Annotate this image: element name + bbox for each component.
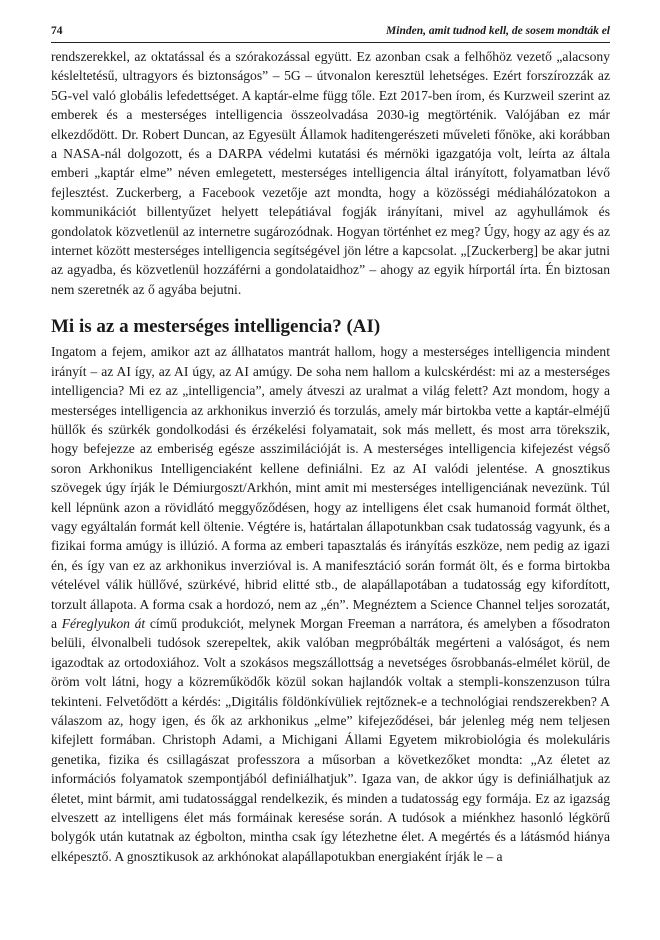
section-heading: Mi is az a mesterséges intelligencia? (AI) xyxy=(51,316,381,338)
intro-paragraph: rendszerekkel, az oktatással és a szórakozással együtt. Ez azonban csak a felhőhöz vezető „alacsony késleltetésű, ultragyors és biztonságos” – 5G – útvonalon keresztül lehetséges. Ezért forszírozzák az 5G-vel való globális lefedettséget. A kaptár-elme függ tőle. Ezt 2017-ben írom, és Kurzweil szerint az emberek és a mesterséges intelligencia összeolvadása 2030-ig megtörténik. Valójában ez már elkezdődött. Dr. Robert Duncan, az Egyesült Államok haditengerészeti műveleti főnöke, aki korábban a NASA-nál dolgozott, és a DARPA védelmi kutatási és mérnöki igazgatója volt, leírta az általa emberi „kaptár elme” néven emlegetett, mesterséges intelligencia által irányított, folyamatban lévő fejlesztést. Zuckerberg, a Facebook vezetője azt mondta, hogy a közösségi médiahálózatokon a kommunikációt billentyűzet helyett telepátiával fogják irányítani, mivel az agyhullámok és gondolatok közvetlenül az internetre sugározódnak. Hogyan történhet ez meg? Úgy, hogy az agy és az internet között mesterséges intelligencia segítségével jön létre a kapcsolat. „[Zuckerberg] be akar jutni az agyadba, és közvetlenül hozzáférni a gondolataidhoz” – ahogy az egyik hírportál írta. Én biztosan nem szeretnék az ő agyába bejutni. xyxy=(51,49,610,297)
program-title-italic: Féreglyukon át xyxy=(61,615,146,631)
body-text-part-2: című produkciót, melynek Morgan Freeman a narrátora, és amelyben a fősodraton belüli, élvonalbeli tudósok szerepeltek, akik valóban megpróbálták megérteni a valóságot, és nem igazodtak az ortodoxiához. Volt a szokásos megszállottság a nevetséges ősrobbanás-elmélet körül, de öröm volt látni, hogy a közreműködők közül sokan hajlandók voltak a stempli-konszenzuson túlra tekinteni. Felvetődött a kérdés: „Digitális földönkívüliek rejtőznek-e a technológiai rendszerekben? A válaszom az, hogy igen, és ők az arkhonikus „elme” kifejeződései, bár jelenleg még nem teljesen kifejlett formában. Christoph Adami, a Michigani Állami Egyetem mikrobiológia és molekuláris genetika, fizika és csillagászat professzora a műsorban a következőket mondta: „Az életet az információs folyamatok szempontjából definiálhatjuk”. Igaza van, de akkor úgy is definiálhatjuk az életet, mint bármit, ami tudatossággal rendelkezik, és minden a tudatosság egy formája. Ez az igazság elveszett az intelligens élet más formáinak keresése során. A tudósok a miénkhez hasonló légkörű bolygók után kutatnak az égbolton, mintha csak így létezhetne élet. A megértés és a látásmód hiánya elképesztő. A gnosztikusok az arkhónokat alapállapotukban energiaként írják le – a xyxy=(51,615,610,864)
body-text-part-1: Ingatom a fejem, amikor azt az állhatatos mantrát hallom, hogy a mesterséges intelligencia mindent irányít – az AI így, az AI úgy, az AI amúgy. De soha nem hallom a kulcskérdést: mi az a mesterséges intelligencia? Mi ez az „intelligencia”, amely átveszi az uralmat a világ felett? Azt mondom, hogy a mesterséges intelligencia az arkhonikus inverzió és torzulás, amely már birtokba vette a kaptár-elméjű hüllők és szürkék gondolkodási és érzékelési folyamatait, sok más mellett, és most arra törekszik, hogy befejezze az emberiség egésze asszimilációját is. A mesterséges intelligencia kifejezést végső soron Arkhonikus Intelligenciaként kellene definiálni. Ez az AI valódi jelentése. A gnosztikus szövegek úgy írják le Démiurgoszt/Arkhón, mint amit mi mesterséges intelligenciának nevezünk. Túl kell lépnünk azon a rövidlátó meggyőződésen, hogy az intelligens élet csak humanoid formát ölthet, vagy egyáltalán formát kell öltenie. Végtére is, határtalan állapotunkban csak tudatosság vagyunk, és a fizikai forma amúgy is illúzió. A forma az emberi tapasztalás és irányítás eszköze, nem pedig az igazi én, és így van ez az arkhonikus inverzióval is. A manifesztáció során formát ölt, és e forma birtokba vételével válik hüllővé, szürkévé, hibrid elitté stb., de alapállapotában a tudatosság egy kifordított, torzult állapota. A forma csak a hordozó, nem az „én”. Megnéztem a Science Channel teljes sorozatát, a xyxy=(51,344,610,631)
section-body-paragraph xyxy=(51,342,610,866)
page-header xyxy=(51,24,610,43)
running-title: Minden, amit tudnod kell, de sosem mondták el xyxy=(386,25,610,37)
page-number: 74 xyxy=(51,25,63,37)
